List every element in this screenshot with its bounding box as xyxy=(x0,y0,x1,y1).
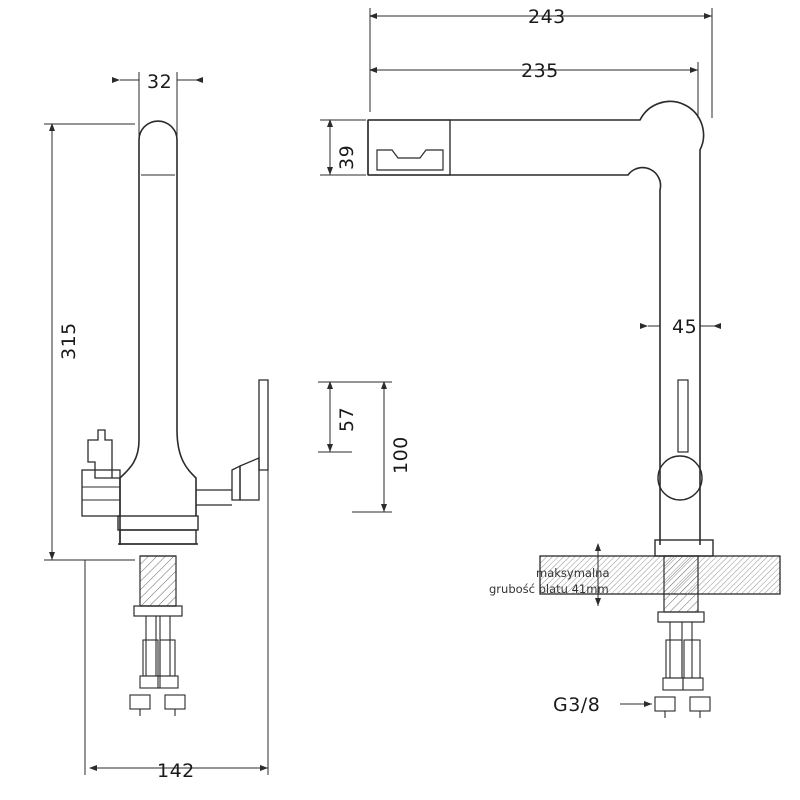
dimension-45: 45 xyxy=(672,316,698,338)
note-counter-max-line1: maksymalna xyxy=(536,566,610,580)
dimension-142: 142 xyxy=(157,760,195,782)
dimension-235: 235 xyxy=(521,60,559,82)
dimension-32: 32 xyxy=(147,71,173,93)
dimension-315: 315 xyxy=(58,322,80,360)
dimension-lines xyxy=(44,8,714,775)
dimension-100: 100 xyxy=(390,436,412,474)
note-counter-max-line2: grubość blatu 41mm xyxy=(489,582,609,596)
dimension-39: 39 xyxy=(336,144,358,170)
dimension-243: 243 xyxy=(528,6,566,28)
callout-thread-size: G3/8 xyxy=(553,694,601,716)
left-view-faucet xyxy=(82,121,268,716)
dimension-57: 57 xyxy=(336,406,358,432)
right-view-faucet xyxy=(368,101,780,718)
